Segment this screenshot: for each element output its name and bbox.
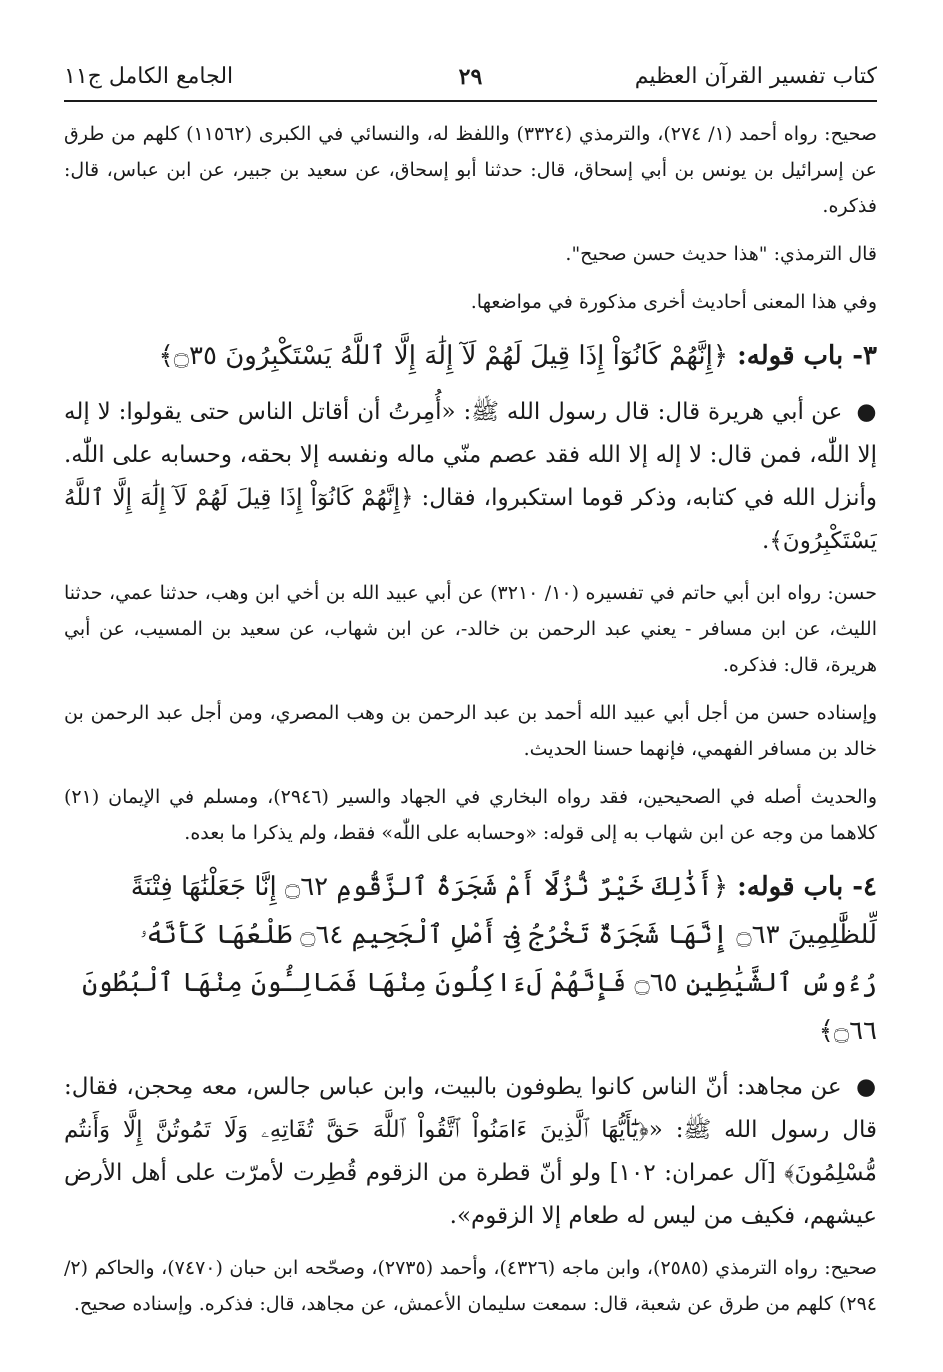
chapter-heading-4-verse: ﴿أَذَٰلِكَ خَيْرٌ نُّزُلًا أَمْ شَجَرَةُ ٱلزَّقُّومِ ۝٦٢ إِنَّا جَعَلْنَٰهَا فِتْنَةً لِّلظَّٰلِمِينَ ۝٦٣ إِنَّهَا شَجَرَةٌ تَخْرُجُ فِىٓ أَصْلِ ٱلْجَحِيمِ ۝٦٤ طَلْعُهَا كَأَنَّهُۥ رُءُوسُ ٱلشَّيَٰطِينِ ۝٦٥ فَإِنَّهُمْ لَءَاكِلُونَ مِنْهَا فَمَالِـُٔونَ مِنْهَا ٱلْبُطُونَ ۝٦٦﴾: [82, 872, 877, 1046]
takhrij-paragraph-2: حسن: رواه ابن أبي حاتم في تفسيره (١٠/ ٣٢١٠) عن أبي عبيد الله بن أخي ابن وهب، حدثنا عمي، حدثنا الليث، عن ابن مسافر - يعني عبد الرحمن بن خالد-، عن ابن شهاب، عن سعيد بن المسيب، عن أبي هريرة، قال: فذكره.: [64, 582, 877, 676]
sahihayn-note: والحديث أصله في الصحيحين، فقد رواه البخاري في الجهاد والسير (٢٩٤٦)، ومسلم في الإيمان (٢١) كلاهما من وجه عن ابن شهاب به إلى قوله: «وحسابه على اللّٰه» فقط، ولم يذكرا ما بعده.: [64, 786, 877, 844]
hadith-mujahid-text: عن مجاهد: أنّ الناس كانوا يطوفون بالبيت، وابن عباس جالس، معه مِحجن، فقال: قال رسول الله ﷺ: «﴿يَٰٓأَيُّهَا ٱلَّذِينَ ءَامَنُواْ ٱتَّقُواْ ٱللَّهَ حَقَّ تُقَاتِهِۦ وَلَا تَمُوتُنَّ إِلَّا وَأَنتُم مُّسْلِمُونَ﴾ [آل عمران: ١٠٢] ولو أنّ قطرة من الزقوم قُطِرت لأمرّت على أهل الأرض عيشهم، فكيف من ليس له طعام إلا الزقوم».: [64, 1074, 877, 1229]
bullet-icon: ●: [855, 1073, 877, 1100]
takhrij-paragraph-1: صحيح: رواه أحمد (١/ ٢٧٤)، والترمذي (٣٣٢٤) واللفظ له، والنسائي في الكبرى (١١٥٦٢) كلهم من طرق عن إسرائيل بن يونس بن أبي إسحاق، قال: حدثنا أبو إسحاق، عن سعيد بن جبير، عن ابن عباس، قال: فذكره.: [64, 123, 877, 217]
isnad-note: وإسناده حسن من أجل أبي عبيد الله أحمد بن عبد الرحمن بن وهب المصري، ومن أجل عبد الرحمن بن خالد بن مسافر الفهمي، فإنهما حسنا الحديث.: [64, 702, 877, 760]
chapter-heading-3-verse: ﴿إِنَّهُمْ كَانُوٓاْ إِذَا قِيلَ لَهُمْ لَآ إِلَٰهَ إِلَّا ٱللَّهُ يَسْتَكْبِرُونَ ۝٣٥﴾: [158, 341, 729, 371]
page-number: ٢٩: [458, 64, 483, 90]
volume-label: الجامع الكامل ج١١: [64, 64, 234, 89]
other-hadith-note: وفي هذا المعنى أحاديث أخرى مذكورة في مواضعها.: [470, 291, 877, 313]
takhrij-paragraph-3: صحيح: رواه الترمذي (٢٥٨٥)، وابن ماجه (٤٣٢٦)، وأحمد (٢٧٣٥)، وصحّحه ابن حبان (٧٤٧٠)، والحاكم (٢/ ٢٩٤) كلهم من طرق عن شعبة، قال: سمعت سليمان الأعمش، عن مجاهد، قال: فذكره. وإسناده صحيح.: [64, 1257, 877, 1315]
hadith-abu-hurayra: [64, 390, 877, 563]
chapter-heading-3-label: ٣- باب قوله:: [737, 341, 877, 371]
chapter-heading-4-label: ٤- باب قوله:: [737, 872, 877, 902]
page-body: [64, 116, 877, 1356]
hadith-mujahid: [64, 1065, 877, 1238]
hadith-abu-hurayra-text: عن أبي هريرة قال: قال رسول الله ﷺ: «أُمِرتُ أن أقاتل الناس حتى يقولوا: لا إله إلا اللّٰه، فمن قال: لا إله إلا الله فقد عصم منّي ماله ونفسه إلا بحقه، وحسابه على اللّٰه. وأنزل الله في كتابه، وذكر قوما استكبروا، فقال: ﴿إِنَّهُمْ كَانُوٓاْ إِذَا قِيلَ لَهُمْ لَآ إِلَٰهَ إِلَّا ٱللَّهُ يَسْتَكْبِرُونَ﴾.: [64, 399, 877, 554]
tirmidhi-note: قال الترمذي: "هذا حديث حسن صحيح".: [565, 243, 877, 265]
bullet-icon: ●: [856, 398, 877, 425]
book-title: كتاب تفسير القرآن العظيم: [634, 64, 877, 89]
chapter-heading-4: [64, 863, 877, 1055]
chapter-heading-3: [64, 332, 877, 380]
page-header: [64, 60, 877, 102]
